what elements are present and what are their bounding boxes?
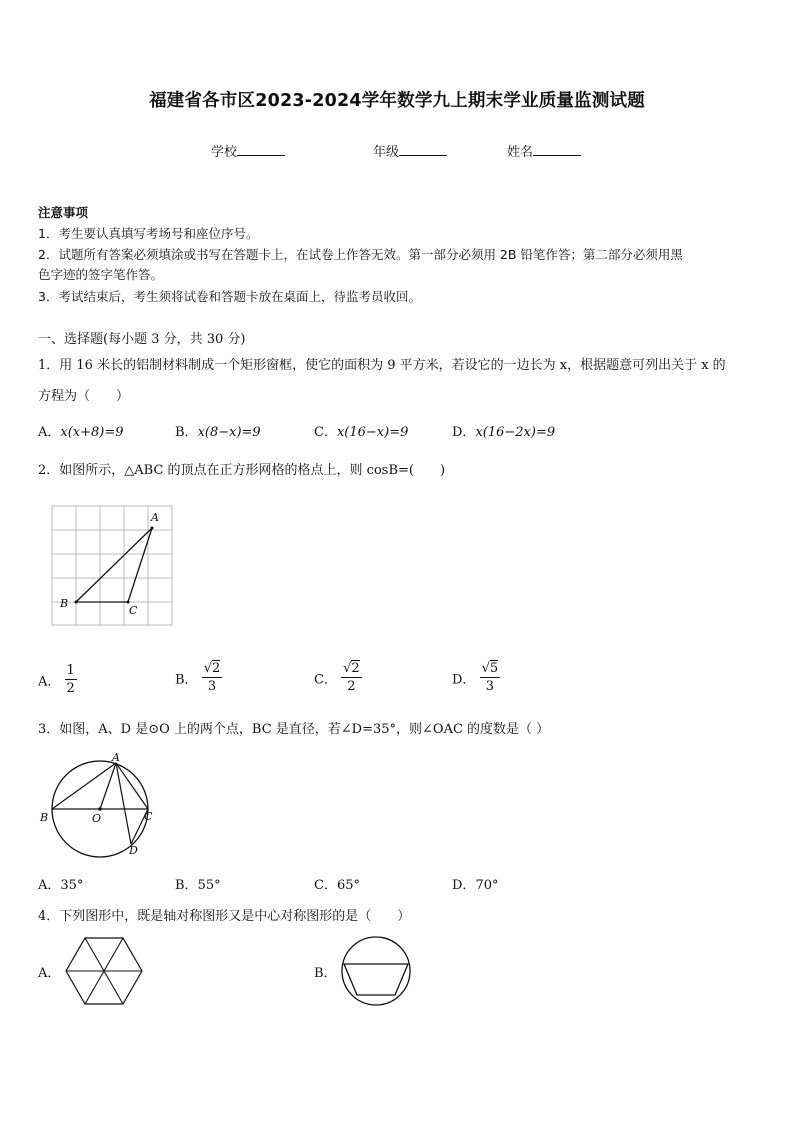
grade-field xyxy=(373,141,447,160)
inscribed-trapezoid xyxy=(344,964,408,995)
label-b: B xyxy=(40,811,49,824)
page-title: 福建省各市区2023-2024学年数学九上期末学业质量监测试题 xyxy=(149,91,645,111)
question-3-stem: 3．如图，A、D 是⊙O 上的两个点，BC 是直径，若∠D=35°，则∠OAC 的度数是（ ） xyxy=(38,722,550,737)
q1-option-b xyxy=(175,421,261,440)
label-b: B xyxy=(60,597,69,610)
denominator: 2 xyxy=(347,679,356,694)
name-label: 姓名 xyxy=(507,145,534,160)
option-text: x(x+8)=9 xyxy=(60,425,124,440)
option-text: x(16−x)=9 xyxy=(336,425,409,440)
fraction xyxy=(341,660,362,696)
option-text: 70° xyxy=(475,878,499,893)
numerator xyxy=(202,660,223,678)
grade-label: 年级 xyxy=(373,145,400,160)
notice-item: 3．考试结束后，考生须将试卷和答题卡放在桌面上，待监考员收回。 xyxy=(38,289,421,304)
label-c: C xyxy=(144,810,153,823)
option-letter: C． xyxy=(314,672,337,688)
option-letter: A． xyxy=(38,674,61,690)
section-heading: 一、选择题(每小题 3 分，共 30 分) xyxy=(38,332,246,347)
point-b xyxy=(75,601,78,604)
option-text: x(8−x)=9 xyxy=(197,425,261,440)
notice-heading: 注意事项 xyxy=(38,205,89,220)
q3-option-b xyxy=(175,874,221,893)
sqrt-icon: √ xyxy=(343,661,352,676)
school-blank xyxy=(237,142,285,156)
q2-option-a xyxy=(38,662,77,698)
fraction xyxy=(480,660,501,696)
question-1-stem-cont: 方程为（ ） xyxy=(38,389,130,404)
radicand: 2 xyxy=(212,661,221,676)
label-a: A xyxy=(151,511,159,524)
option-letter: C． xyxy=(314,878,337,893)
circle-trapezoid-figure xyxy=(339,935,413,1007)
segment-ao xyxy=(100,763,116,809)
circle-figure xyxy=(36,750,166,860)
q1-option-a xyxy=(38,421,124,440)
option-letter: D． xyxy=(452,425,476,440)
fraction xyxy=(65,662,77,698)
grid-triangle-figure xyxy=(48,504,182,628)
radicand: 5 xyxy=(489,661,499,676)
q1-option-c xyxy=(314,421,408,440)
label-o: O xyxy=(92,812,102,825)
option-text: 55° xyxy=(197,878,221,893)
q3-option-c xyxy=(314,874,360,893)
hexagon-figure xyxy=(64,936,144,1006)
segment-ad xyxy=(116,763,131,844)
denominator: 2 xyxy=(66,681,75,696)
option-letter: D． xyxy=(452,878,476,893)
segment-ab xyxy=(52,763,116,809)
question-2-stem: 2．如图所示，△ABC 的顶点在正方形网格的格点上，则 cosB=( ) xyxy=(38,463,446,478)
q3-option-d xyxy=(452,874,498,893)
option-letter: A． xyxy=(38,425,61,440)
numerator xyxy=(480,660,501,678)
question-4-stem: 4．下列图形中，既是轴对称图形又是中心对称图形的是（ ） xyxy=(38,909,411,924)
name-field xyxy=(507,141,581,160)
q2-option-c xyxy=(314,660,362,696)
q1-option-d xyxy=(452,421,555,440)
option-text: x(16−2x)=9 xyxy=(475,425,556,440)
q3-option-a xyxy=(38,874,83,893)
grade-blank xyxy=(399,142,447,156)
triangle-abc xyxy=(76,528,152,602)
notice-item: 2．试题所有答案必须填涂或书写在答题卡上，在试卷上作答无效。第一部分必须用 2B 铅笔作答；第二部分必须用黑 xyxy=(38,247,683,262)
option-letter: B． xyxy=(175,672,198,688)
label-c: C xyxy=(129,604,138,617)
point-a xyxy=(151,527,154,530)
notice-item: 色字迹的签字笔作答。 xyxy=(38,267,164,282)
denominator: 3 xyxy=(485,679,494,694)
q4-option-a-label: A． xyxy=(38,966,61,981)
q2-option-b xyxy=(175,660,222,696)
label-d: D xyxy=(129,844,138,857)
q2-option-d xyxy=(452,660,500,696)
option-letter: B． xyxy=(175,878,198,893)
name-blank xyxy=(533,142,581,156)
radicand: 2 xyxy=(351,661,360,676)
school-field xyxy=(211,141,285,160)
option-letter: C． xyxy=(314,425,337,440)
point-o xyxy=(98,807,102,811)
option-letter: B． xyxy=(175,425,198,440)
question-1-stem: 1．用 16 米长的铝制材料制成一个矩形窗框，使它的面积为 9 平方米，若设它的一边长为 x，根据题意可列出关于 x 的 xyxy=(38,358,726,373)
q4-option-b-label: B． xyxy=(314,966,337,981)
school-label: 学校 xyxy=(211,145,238,160)
numerator: 1 xyxy=(66,663,75,678)
option-letter: D． xyxy=(452,672,476,688)
numerator xyxy=(341,660,362,678)
denominator: 3 xyxy=(207,679,217,694)
option-letter: A． xyxy=(38,878,61,893)
option-text: 35° xyxy=(60,878,84,893)
sqrt-icon: √ xyxy=(203,661,212,676)
option-text: 65° xyxy=(336,878,360,893)
notice-item: 1．考生要认真填写考场号和座位序号。 xyxy=(38,226,259,241)
fraction xyxy=(202,660,223,696)
sqrt-icon: √ xyxy=(481,661,490,676)
label-a: A xyxy=(112,751,120,764)
